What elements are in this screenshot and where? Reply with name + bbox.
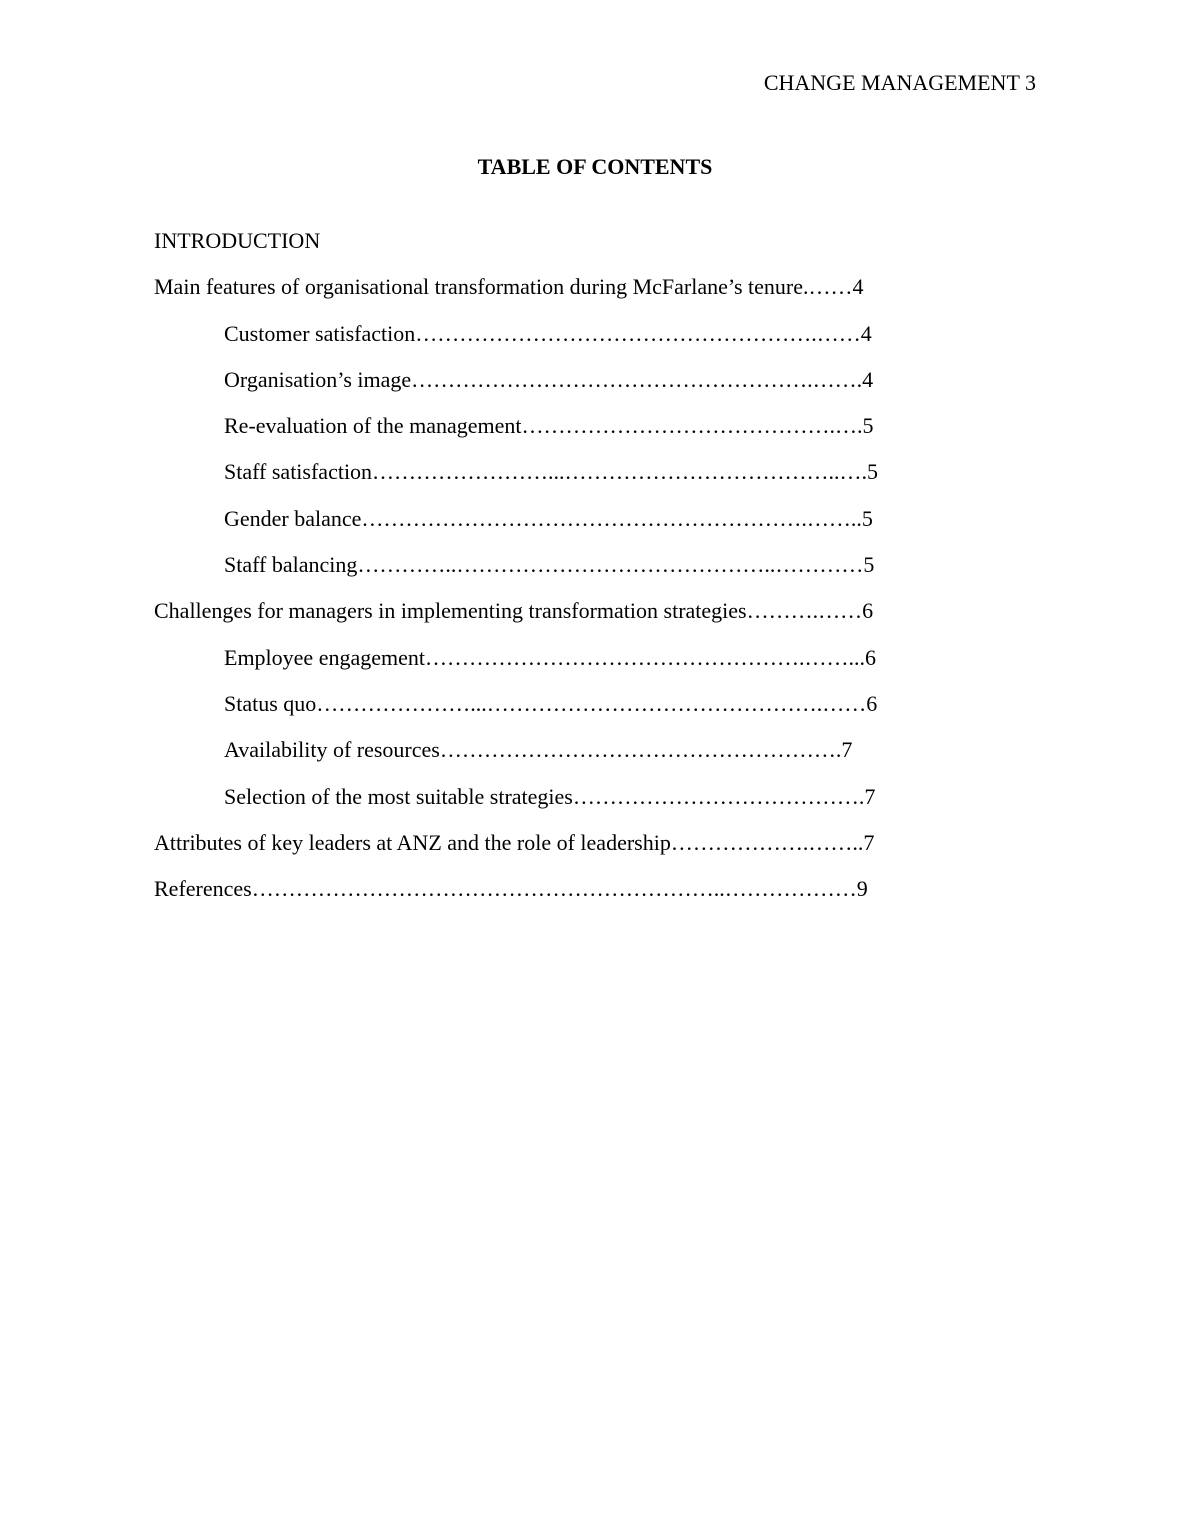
toc-entry-challenges: Challenges for managers in implementing transformation strategies……….……6 (154, 598, 874, 624)
toc-entry-employee-engagement: Employee engagement…………………………………………….……...6 (224, 644, 876, 670)
toc-entry-main-features: Main features of organisational transformation during McFarlane’s tenure.……4 (154, 274, 864, 300)
toc-entry-staff-satisfaction: Staff satisfaction……………………...………………………………..….5 (224, 459, 879, 485)
toc-entry-gender-balance: Gender balance…………………………………………………….……..5 (224, 505, 873, 531)
toc-entry-references: References………………………………………………………..………………9 (154, 876, 868, 902)
toc-entry-staff-balancing: Staff balancing…………..……………………………………..…………5 (224, 552, 875, 578)
toc-entry-attributes-of-leaders: Attributes of key leaders at ANZ and the role of leadership……………….……..7 (154, 829, 875, 855)
toc-entry-status-quo: Status quo…………………...……………………………………….……6 (224, 690, 878, 716)
running-head: CHANGE MANAGEMENT 3 (763, 70, 1036, 95)
toc-list (154, 226, 954, 920)
toc-entry-customer-satisfaction: Customer satisfaction……………………………………………….……4 (224, 320, 872, 346)
toc-entry-organisation-image: Organisation’s image……………………………………………….…….4 (224, 366, 874, 392)
toc-entry-selection-of-strategies: Selection of the most suitable strategies………………………………….7 (224, 783, 876, 809)
toc-entry-availability-of-resources: Availability of resources……………………………………………….7 (224, 737, 853, 763)
toc-title: TABLE OF CONTENTS (477, 154, 713, 179)
toc-entry-introduction: INTRODUCTION (154, 228, 321, 253)
toc-entry-re-evaluation: Re-evaluation of the management…………………………………….….5 (224, 413, 874, 439)
